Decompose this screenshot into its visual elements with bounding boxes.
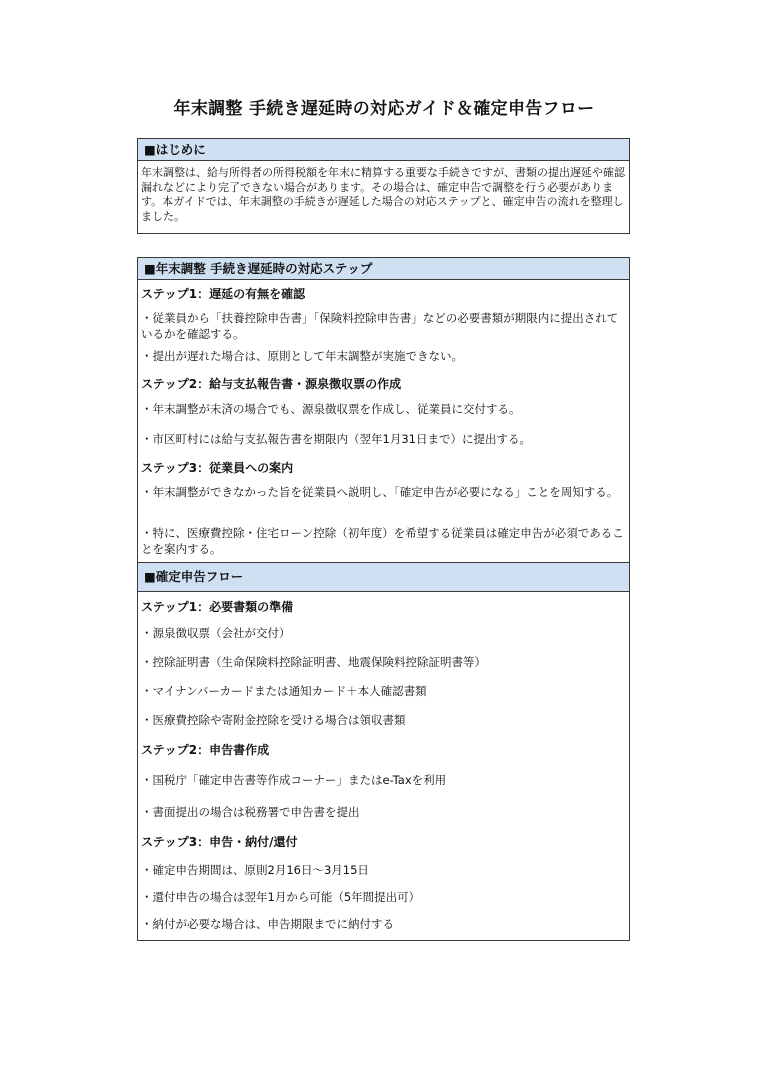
- flow-step-3-item-1: ・確定申告期間は、原則2月16日～3月15日: [141, 863, 369, 877]
- flow-step-1-item-3: ・マイナンバーカードまたは通知カード＋本人確認書類: [141, 684, 427, 698]
- intro-section: [137, 138, 630, 234]
- delay-step-3-item-1: ・年末調整ができなかった旨を従業員へ説明し、「確定申告が必要になる」ことを周知する。: [141, 485, 619, 499]
- flow-heading: ■確定申告フロー: [138, 562, 629, 592]
- flow-step-1-item-2: ・控除証明書（生命保険料控除証明書、地震保険料控除証明書等）: [141, 655, 486, 669]
- delay-step-1-title: ステップ1：遅延の有無を確認: [141, 287, 306, 301]
- flow-step-1-item-4: ・医療費控除や寄附金控除を受ける場合は領収書類: [141, 713, 406, 727]
- delay-step-2-title: ステップ2：給与支払報告書・源泉徴収票の作成: [141, 377, 402, 391]
- flow-step-1-item-1: ・源泉徴収票（会社が交付）: [141, 626, 291, 640]
- flow-step-2-item-1: ・国税庁「確定申告書等作成コーナー」またはe-Taxを利用: [141, 773, 447, 787]
- flow-step-1-title: ステップ1：必要書類の準備: [141, 600, 294, 614]
- flow-step-2-title: ステップ2：申告書作成: [141, 743, 270, 757]
- flow-step-3-item-3: ・納付が必要な場合は、申告期限までに納付する: [141, 917, 394, 931]
- delay-step-2-item-1: ・年末調整が未済の場合でも、源泉徴収票を作成し、従業員に交付する。: [141, 402, 521, 416]
- flow-step-3-title: ステップ3：申告・納付/還付: [141, 835, 298, 849]
- delay-step-1-item-1: ・従業員から「扶養控除申告書」「保険料控除申告書」などの必要書類が期限内に提出されているかを確認する。: [141, 311, 619, 341]
- intro-heading: ■はじめに: [138, 139, 629, 161]
- delay-step-1-item-2: ・提出が遅れた場合は、原則として年末調整が実施できない。: [141, 349, 463, 363]
- delay-step-3-title: ステップ3：従業員への案内: [141, 461, 294, 475]
- delay-step-2-item-2: ・市区町村には給与支払報告書を期限内（翌年1月31日まで）に提出する。: [141, 432, 531, 446]
- intro-body: 年末調整は、給与所得者の所得税額を年末に精算する重要な手続きですが、書類の提出遅延や確認漏れなどにより完了できない場合があります。その場合は、確定申告で調整を行う必要があります。本ガイドでは、年末調整の手続きが遅延した場合の対応ステップと、確定申告の流れを整理しました。: [141, 166, 625, 223]
- page-title: 年末調整 手続き遅延時の対応ガイド＆確定申告フロー: [173, 99, 595, 119]
- guide-section: [137, 257, 630, 941]
- delay-step-3-item-2: ・特に、医療費控除・住宅ローン控除（初年度）を希望する従業員は確定申告が必須であることを案内する。: [141, 526, 624, 556]
- flow-step-3-item-2: ・還付申告の場合は翌年1月から可能（5年間提出可）: [141, 890, 421, 904]
- delay-heading: ■年末調整 手続き遅延時の対応ステップ: [138, 258, 629, 280]
- flow-step-2-item-2: ・書面提出の場合は税務署で申告書を提出: [141, 805, 360, 819]
